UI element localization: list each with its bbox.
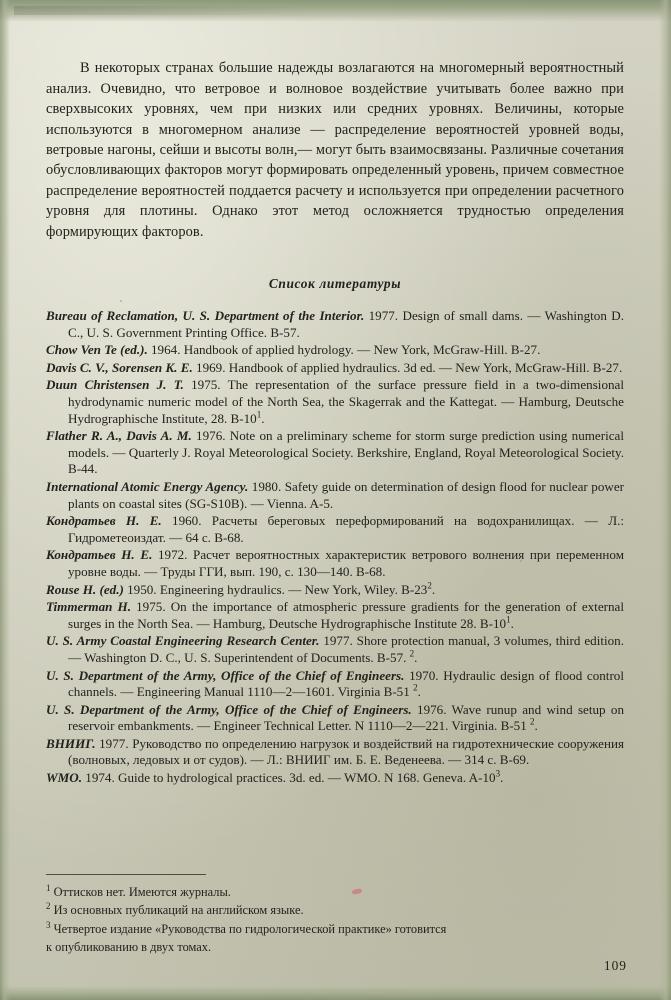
footnote bbox=[46, 902, 624, 919]
reference-author: Rouse H. (ed.) bbox=[46, 581, 124, 597]
references-heading: Список литературы bbox=[268, 276, 402, 292]
reference-tail: . bbox=[510, 615, 514, 631]
reference-author: WMO. bbox=[46, 770, 83, 786]
list-item bbox=[46, 770, 624, 787]
reference-list bbox=[46, 308, 624, 787]
reference-text: 1977. Design of small dams. — Washington D. C., U. S. Government Printing Office. B-57. bbox=[68, 308, 624, 340]
list-item bbox=[46, 736, 624, 769]
reference-tail: . bbox=[261, 410, 265, 426]
reference-text: 1960. Расчеты береговых переформирований на водохранилищах. — Л.: Гидрометеоиздат. — 64 с. B-68. bbox=[68, 513, 624, 545]
footnote-text: Из основных публикаций на английском языке. bbox=[53, 903, 304, 918]
reference-author: U. S. Department of the Army, Office of the Chief of Engineers. bbox=[46, 701, 412, 717]
footnote bbox=[46, 921, 624, 938]
list-item bbox=[46, 599, 624, 632]
footnote-text: Оттисков нет. Имеются журналы. bbox=[53, 885, 231, 899]
footnote-marker: 2 bbox=[530, 716, 535, 727]
reference-text: 1970. Hydraulic design of flood control channels. — Engineering Manual 1110—2—1601. Virginia B-51 bbox=[68, 667, 624, 700]
list-item bbox=[46, 633, 624, 666]
reference-author: International Atomic Energy Agency. bbox=[46, 478, 249, 494]
reference-author: Bureau of Reclamation, U. S. Department of the Interior. bbox=[46, 308, 365, 324]
reference-author: ВНИИГ. bbox=[46, 735, 96, 751]
footnote-marker: 2 bbox=[409, 648, 415, 659]
list-item bbox=[46, 360, 624, 377]
footnote-marker: 2 bbox=[413, 682, 418, 693]
footnote-marker: 1 bbox=[46, 882, 51, 893]
reference-text: 1977. Shore protection manual, 3 volumes, third edition. — Washington D. C., U. S. Superintendent of Documents. B-57. bbox=[68, 633, 624, 665]
body-paragraph: В некоторых странах большие надежды возлагаются на многомерный вероятностный анализ. Очевидно, что ветровое и волновое воздействие учитывать более важно при сверхвысоких уровнях, чем при низких или средних уровнях. Величины, которые используются в многомерном анализе — распределение вероятностей уровней воды, ветровые нагоны, сейши и высоты волн,— могут быть взаимосвязаны. Различные сочетания обусловливающих факторов могут формировать определенный уровень, причем совместное распределение вероятностей поддается расчету и используется при определении расчетного уровня для плотины. Однако этот метод осложняется трудностью определения формирующих факторов. bbox=[46, 60, 624, 240]
reference-tail: . bbox=[534, 718, 538, 734]
reference-author: Davis C. V., Sorensen K. E. bbox=[46, 359, 193, 375]
list-item bbox=[46, 428, 624, 478]
list-item bbox=[46, 702, 624, 735]
reference-text: 1980. Safety guide on determination of design flood for nuclear power plants on coastal sites (SG-S10B). — Vienna. A-5. bbox=[68, 478, 624, 511]
list-item bbox=[46, 513, 624, 546]
reference-author: Кондратьев Н. Е. bbox=[46, 513, 162, 529]
reference-text: 1975. The representation of the surface pressure field in a two-dimensional hydrodynamic numeric model of the North Sea, the Skagerrak and the Kattegat. — Hamburg, Deutsche Hydrographische Institute, 28. B-10 bbox=[68, 377, 624, 426]
reference-tail: . bbox=[431, 581, 436, 597]
page-edge-left bbox=[0, 0, 10, 1000]
footnote-marker: 3 bbox=[495, 768, 501, 779]
list-item bbox=[46, 377, 624, 427]
footnote bbox=[46, 884, 624, 901]
scan-smudge bbox=[14, 6, 314, 15]
page-edge-right bbox=[659, 0, 671, 1000]
reference-tail: . bbox=[414, 649, 418, 665]
footnote-marker: 3 bbox=[46, 919, 51, 930]
footnote-marker: 2 bbox=[46, 901, 51, 912]
footnote-marker: 2 bbox=[427, 580, 432, 591]
reference-author: U. S. Department of the Army, Office of the Chief of Engineers. bbox=[46, 667, 405, 683]
reference-text: 1975. On the importance of atmospheric pressure gradients for the generation of external surges in the North Sea. — Hamburg, Deutsche Hydrographische Institute 28. B-10 bbox=[68, 599, 624, 631]
reference-text: 1976. Note on a preliminary scheme for storm surge prediction using numerical models. — Quarterly J. Royal Meteorological Society. Berkshire, England, Royal Meteorological Society. B-44. bbox=[68, 428, 624, 477]
list-item bbox=[46, 479, 624, 512]
list-item bbox=[46, 308, 624, 341]
reference-author: Кондратьев Н. Е. bbox=[46, 547, 153, 563]
list-item bbox=[46, 668, 624, 701]
page-content bbox=[46, 44, 624, 788]
reference-tail: . bbox=[500, 770, 504, 786]
footnote-marker: 1 bbox=[506, 614, 511, 625]
reference-text: 1974. Guide to hydrological practices. 3d. ed. — WMO. N 168. Geneva. A-10 bbox=[82, 770, 496, 786]
list-item bbox=[46, 582, 624, 599]
list-item bbox=[46, 547, 624, 580]
reference-text: 1977. Руководство по определению нагрузок и воздействий на гидротехнические сооружения (волновых, ледовых и от судов). — Л.: ВНИИГ им. Б. Е. Веденеева. — 314 с. B-69. bbox=[68, 735, 624, 768]
reference-text: 1964. Handbook of applied hydrology. — New York, McGraw-Hill. B-27. bbox=[147, 342, 541, 358]
reference-author: Chow Ven Te (ed.). bbox=[46, 342, 148, 358]
reference-tail: . bbox=[417, 684, 421, 700]
page-number: 109 bbox=[603, 958, 627, 973]
reference-text: 1969. Handbook of applied hydraulics. 3d ed. — New York, McGraw-Hill. B-27. bbox=[192, 359, 623, 375]
footnote-text: Четвертое издание «Руководства по гидрологической практике» готовится bbox=[53, 921, 447, 936]
reference-author: U. S. Army Coastal Engineering Research Center. bbox=[46, 633, 320, 649]
reference-text: 1976. Wave runup and wind setup on reservoir embankments. — Engineer Technical Letter. N 1110—2—221. Virginia. B-51 bbox=[68, 701, 624, 734]
footnote-marker: 1 bbox=[256, 409, 262, 420]
page-edge-bottom bbox=[0, 986, 671, 1000]
list-item bbox=[46, 342, 624, 359]
reference-author: Duun Christensen J. T. bbox=[46, 377, 184, 393]
reference-author: Flather R. A., Davis A. M. bbox=[46, 428, 192, 444]
reference-text: 1972. Расчет вероятностных характеристик ветрового волнения при переменном уровне воды. — Труды ГГИ, вып. 190, с. 130—140. B-68. bbox=[68, 547, 624, 579]
footnote-block bbox=[46, 884, 624, 958]
footnote-divider bbox=[46, 874, 206, 875]
reference-author: Timmerman H. bbox=[46, 599, 132, 615]
footnote-continuation: к опубликованию в двух томах. bbox=[46, 940, 212, 955]
reference-text: 1950. Engineering hydraulics. — New York, Wiley. B-23 bbox=[123, 581, 428, 597]
